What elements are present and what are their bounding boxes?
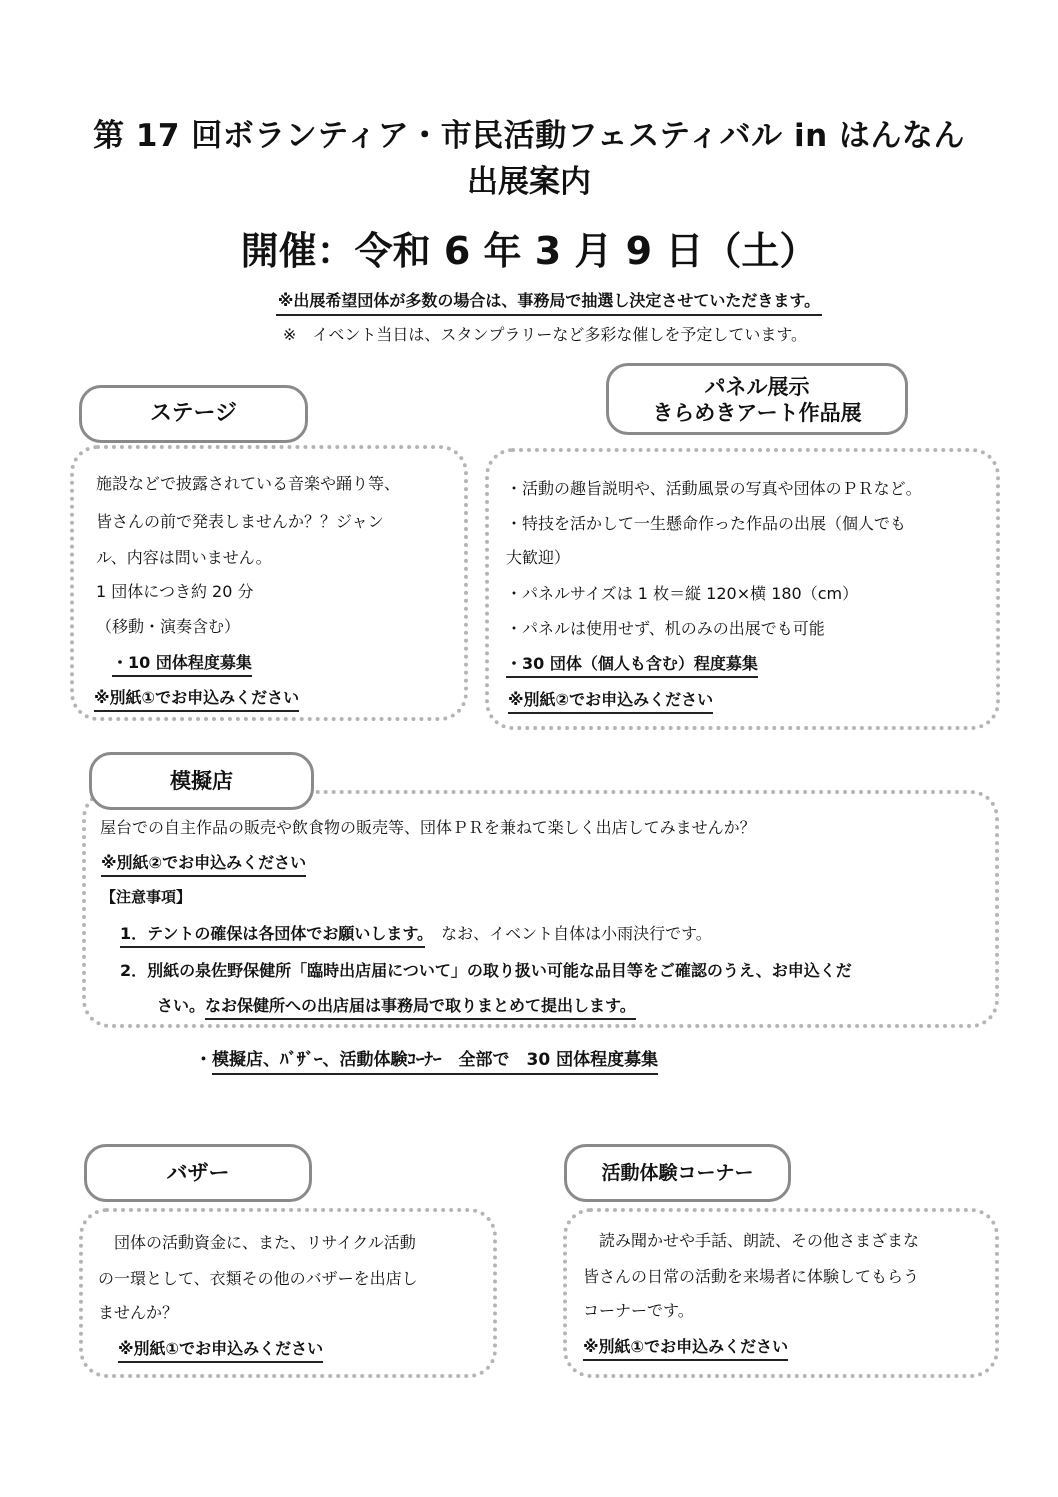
experience-line-3: コーナーです。 xyxy=(583,1301,694,1320)
stage-line-3: ル、内容は問いません。 xyxy=(96,548,272,567)
lottery-note: ※出展希望団体が多数の場合は、事務局で抽選し決定させていただきます。 xyxy=(0,288,1058,311)
experience-line-2: 皆さんの日常の活動を来場者に体験してもらう xyxy=(583,1267,920,1286)
panel-heading-line-2: きらめきアート作品展 xyxy=(652,401,862,425)
experience-apply: ※別紙①でお申込みください xyxy=(583,1334,788,1357)
shop-caution-2-line-2-b: なお保健所への出店届は事務局で取りまとめて提出します。 xyxy=(205,996,636,1020)
stage-line-2: 皆さんの前で発表しませんか？？ジャン xyxy=(96,512,384,531)
panel-line-5: ・パネルは使用せず、机のみの出展でも可能 xyxy=(506,619,825,638)
bazaar-line-3: ませんか？ xyxy=(98,1303,179,1322)
shop-caution-1-bold: 1．テントの確保は各団体でお願いします。 xyxy=(120,924,425,948)
panel-line-4: ・パネルサイズは 1 枚＝縦 120×横 180（cm） xyxy=(506,584,859,603)
page-subtitle: 出展案内 xyxy=(467,164,591,200)
recruit-summary-bullet: ・ xyxy=(195,1050,212,1070)
panel-apply: ※別紙②でお申込みください xyxy=(508,687,713,710)
bazaar-line-2: の一環として、衣類その他のバザーを出店し xyxy=(98,1269,418,1288)
shop-caution-title: 【注意事項】 xyxy=(101,888,192,906)
shop-caution-2-line-2-a: さい。 xyxy=(157,996,206,1015)
event-date: 開催：令和 6 年 3 月 9 日（土） xyxy=(240,229,818,273)
panel-line-3: 大歓迎） xyxy=(506,548,571,567)
panel-recruit: ・30 団体（個人も含む）程度募集 xyxy=(506,651,758,674)
panel-line-1: ・活動の趣旨説明や、活動風景の写真や団体のＰＲなど。 xyxy=(506,479,922,498)
stage-line-1: 施設などで披露されている音楽や踊り等、 xyxy=(96,474,401,493)
shop-apply: ※別紙②でお申込みください xyxy=(101,850,306,873)
event-note: ※ イベント当日は、スタンプラリーなど多彩な催しを予定しています。 xyxy=(282,325,808,344)
panel-line-2: ・特技を活かして一生懸命作った作品の出展（個人でも xyxy=(506,514,907,533)
shop-intro: 屋台での自主作品の販売や飲食物の販売等、団体ＰＲを兼ねて楽しく出店してみませんか？ xyxy=(100,818,756,837)
bazaar-heading: バザー xyxy=(84,1144,312,1202)
recruit-summary xyxy=(195,1045,658,1070)
shop-heading: 模擬店 xyxy=(89,752,314,810)
shop-caution-2-line-1: 2．別紙の泉佐野保健所「臨時出店届について」の取り扱い可能な品目等をご確認のうえ、お申込くだ xyxy=(120,961,852,980)
experience-line-1: 読み聞かせや手話、朗読、その他さまざまな xyxy=(583,1231,920,1250)
stage-line-4: 1 団体につき約 20 分 xyxy=(96,582,254,601)
recruit-summary-text: 模擬店、ﾊﾞｻﾞｰ、活動体験ｺｰﾅｰ 全部で 30 団体程度募集 xyxy=(212,1050,658,1075)
bazaar-line-1: 団体の活動資金に、また、リサイクル活動 xyxy=(98,1233,416,1252)
panel-heading xyxy=(606,363,908,435)
shop-caution-2-line-2 xyxy=(157,993,636,1016)
stage-recruit: ・10 団体程度募集 xyxy=(112,650,252,673)
stage-heading: ステージ xyxy=(79,385,308,443)
stage-apply: ※別紙①でお申込みください xyxy=(94,685,299,708)
bazaar-apply: ※別紙①でお申込みください xyxy=(118,1336,323,1359)
page-title: 第 17 回ボランティア・市民活動フェスティバル in はんなん xyxy=(93,118,965,154)
shop-caution-1-rest: なお、イベント自体は小雨決行です。 xyxy=(425,924,712,943)
panel-heading-line-1: パネル展示 xyxy=(704,375,810,399)
experience-heading: 活動体験コーナー xyxy=(564,1144,791,1202)
stage-line-5: （移動・演奏含む） xyxy=(96,617,241,636)
shop-caution-1 xyxy=(120,921,712,944)
